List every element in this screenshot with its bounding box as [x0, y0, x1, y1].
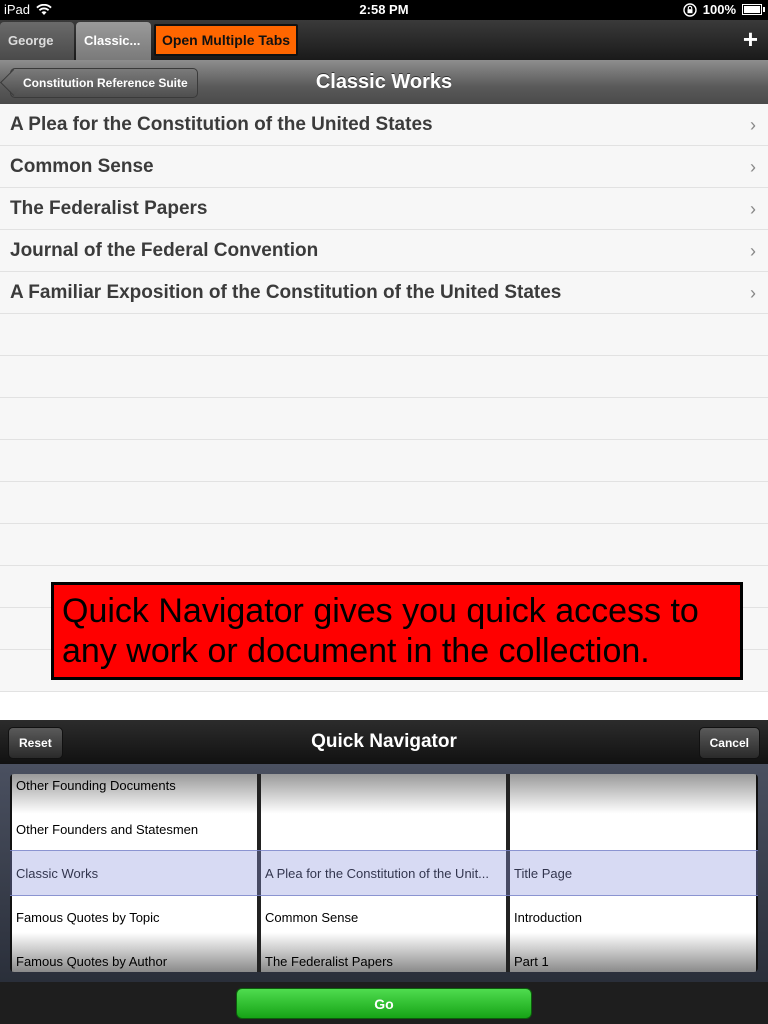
list-item-label: The Federalist Papers [10, 198, 208, 219]
battery-icon [742, 4, 762, 15]
chevron-right-icon: › [750, 115, 756, 135]
battery-percent: 100% [702, 2, 736, 17]
open-multiple-tabs-button[interactable]: Open Multiple Tabs [154, 24, 298, 56]
list-item[interactable] [0, 146, 768, 188]
picker-column-work[interactable] [261, 774, 506, 972]
list-item-label: Common Sense [10, 156, 154, 177]
empty-row [0, 356, 768, 398]
list-item[interactable] [0, 188, 768, 230]
picker-container [0, 764, 768, 982]
tab-george[interactable]: George [0, 22, 74, 60]
page-title: Classic Works [315, 71, 453, 93]
picker-item[interactable]: Famous Quotes by Topic [16, 910, 160, 925]
device-label: iPad [4, 2, 31, 17]
chevron-right-icon: › [750, 283, 756, 303]
picker-item[interactable]: Introduction [514, 910, 582, 925]
empty-row [0, 398, 768, 440]
cancel-button[interactable]: Cancel [699, 727, 760, 759]
picker-column-section[interactable] [510, 774, 756, 972]
status-bar [0, 0, 768, 20]
chevron-right-icon: › [750, 199, 756, 219]
picker-item[interactable]: Classic Works [16, 866, 99, 881]
bottom-bar [0, 982, 768, 1024]
picker-column-category[interactable] [12, 774, 257, 972]
empty-row [0, 524, 768, 566]
list-item[interactable] [0, 104, 768, 146]
quick-navigator-title: Quick Navigator [311, 731, 457, 752]
list-item[interactable] [0, 230, 768, 272]
picker-item[interactable]: A Plea for the Constitution of the Unit... [265, 866, 490, 881]
picker-item[interactable]: Other Founders and Statesmen [16, 822, 199, 837]
picker-item[interactable]: Famous Quotes by Author [16, 954, 168, 969]
back-button-label: Constitution Reference Suite [23, 76, 188, 90]
list-item-label: A Plea for the Constitution of the United States [10, 114, 433, 135]
chevron-right-icon: › [750, 157, 756, 177]
tab-classic[interactable]: Classic... [76, 22, 151, 60]
picker-wheel [10, 774, 758, 972]
picker-item[interactable]: Common Sense [265, 910, 359, 925]
picker-item[interactable]: The Federalist Papers [265, 954, 393, 969]
picker-item[interactable]: Title Page [514, 866, 573, 881]
list-item[interactable] [0, 272, 768, 314]
list-item-label: Journal of the Federal Convention [10, 240, 319, 261]
empty-row [0, 482, 768, 524]
callout-banner: Quick Navigator gives you quick access to any work or document in the collection. [51, 582, 743, 680]
nav-bar [0, 60, 768, 105]
go-button[interactable]: Go [236, 988, 532, 1019]
rotation-lock-icon [683, 3, 697, 17]
empty-row [0, 440, 768, 482]
add-tab-icon[interactable]: + [742, 24, 758, 54]
tab-strip [0, 20, 768, 60]
list-item-label: A Familiar Exposition of the Constitution of the United States [10, 282, 562, 303]
clock: 2:58 PM [359, 2, 409, 17]
empty-row [0, 314, 768, 356]
reset-button[interactable]: Reset [8, 727, 63, 759]
chevron-right-icon: › [750, 241, 756, 261]
picker-item[interactable]: Other Founding Documents [16, 778, 176, 793]
quick-navigator-bar [0, 720, 768, 764]
picker-item[interactable]: Part 1 [514, 954, 549, 969]
